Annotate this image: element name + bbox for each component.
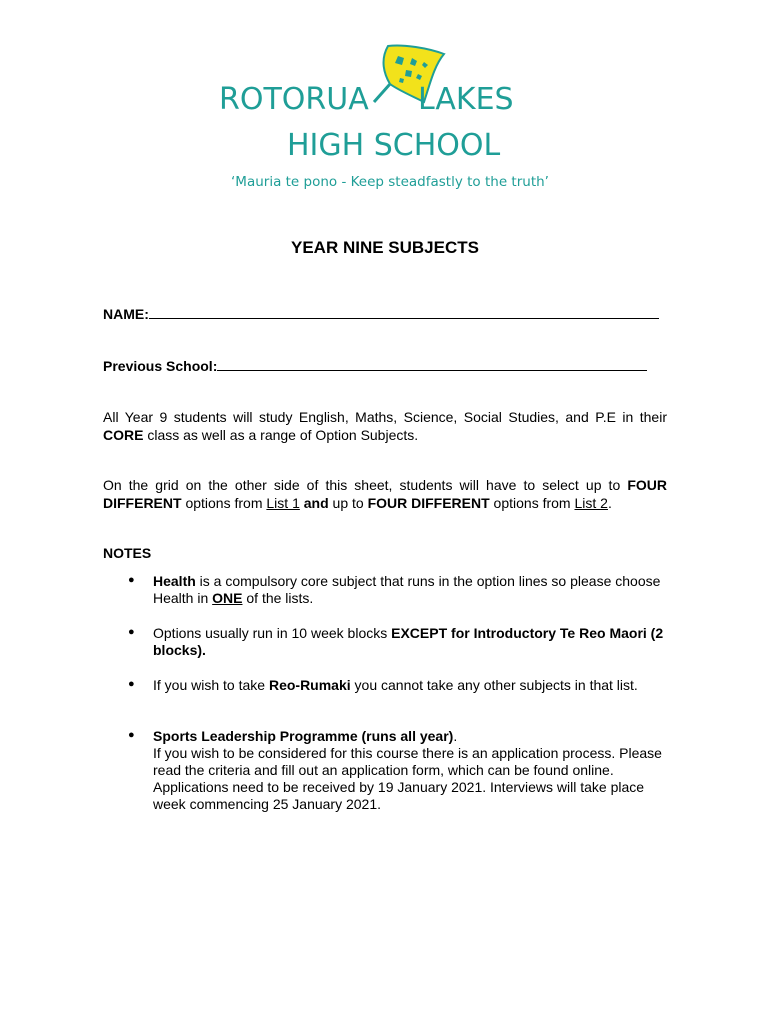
notes-heading: NOTES [103,545,152,561]
note-reo-rumaki: If you wish to take Reo-Rumaki you cannot take any other subjects in that list. [153,677,638,693]
bullet-icon: ● [128,626,135,638]
page-title: YEAR NINE SUBJECTS [291,238,479,257]
bullet-icon: ● [128,729,135,741]
bullet-icon: ● [128,574,135,586]
list-2-ref: List 2 [574,495,608,511]
note-health: Health is a compulsory core subject that runs in the option lines so please choose Health in ONE of the lists. [153,573,661,606]
note-option-blocks: Options usually run in 10 week blocks EXCEPT for Introductory Te Reo Maori (2 blocks). [153,625,664,658]
logo-text-lakes: LAKES [418,82,514,117]
logo-text-high-school: HIGH SCHOOL [287,128,501,163]
name-label: NAME: [103,306,149,322]
previous-school-field[interactable] [103,357,647,374]
name-input-line[interactable] [149,305,659,319]
school-logo [0,0,770,200]
note-sports-leadership: Sports Leadership Programme (runs all year). If you wish to be considered for this course there is an application process. Please read the criteria and fill out an application form, which can be found online. Applications need to be received by 19 January 2021. Interviews will take place week commencing 25 January 2021. [153,728,662,812]
logo-text-rotorua: ROTORUA [219,82,369,117]
school-motto: ‘Mauria te pono - Keep steadfastly to the truth’ [231,174,549,190]
grid-instructions-paragraph: On the grid on the other side of this sheet, students will have to select up to FOUR DIFFERENT options from List 1 and up to FOUR DIFFERENT options from List 2. [103,477,667,511]
list-1-ref: List 1 [266,495,300,511]
previous-school-input-line[interactable] [217,357,647,371]
bullet-icon: ● [128,678,135,690]
name-field[interactable] [103,305,659,322]
previous-school-label: Previous School: [103,358,218,374]
intro-paragraph: All Year 9 students will study English, Maths, Science, Social Studies, and P.E in their CORE class as well as a range of Option Subjects. [103,409,667,443]
